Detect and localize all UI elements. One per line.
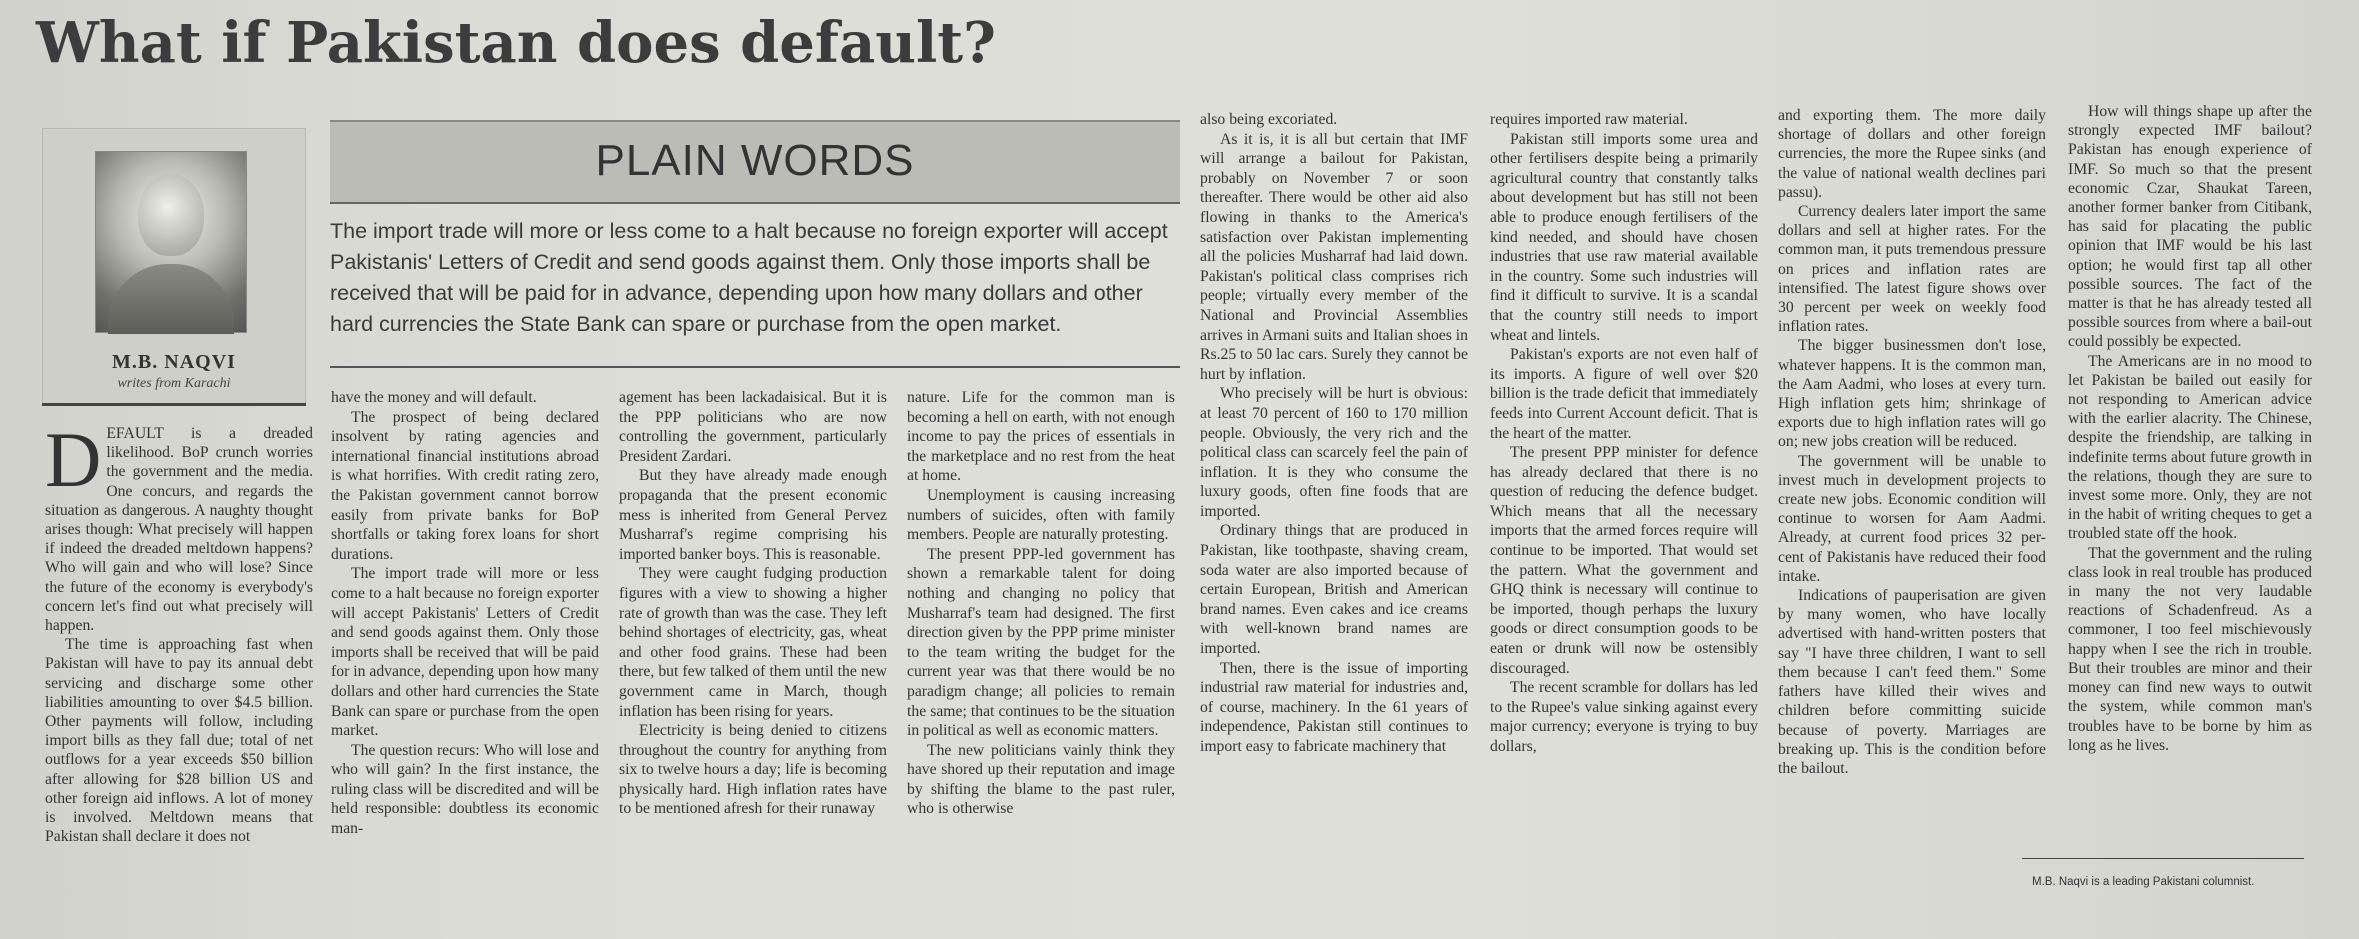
paragraph: That the government and the ruling class look in real trouble has produced in many the not very laudable reactions of Schadenfreud. As a commoner, I too feel mischievously happy when I see the rich in trouble. But their troubles are minor and their money can find new ways to outwit the system, while common man's troubles have to be borne by him as long as he lives. xyxy=(2068,544,2312,754)
author-subtitle: writes from Karachi xyxy=(117,376,231,391)
paragraph: Who precisely will be hurt is obvious: at least 70 percent of 160 to 170 million people. Obviously, the very rich and the political class can scarcely feel the pain of inflation. It is they who consume the luxury goods, often fine foods that are imported. xyxy=(1200,385,1468,520)
author-photo-head xyxy=(138,174,204,256)
paragraph: requires imported raw material. xyxy=(1490,111,1688,128)
article-column-4 xyxy=(907,388,1175,819)
paragraph: and exporting them. The more daily shortage of dollars and other foreign currencies, the more the Rupee sinks (and the value of national wealth declines pari passu). xyxy=(1778,107,2046,201)
paragraph xyxy=(45,416,313,635)
pull-quote: The import trade will more or less come to a halt because no foreign exporter will accept Pakistanis' Letters of Credit and send goods against them. Only those imports shall be received that will be paid for in advance, depending upon how many dollars and other hard currencies the State Bank can spare or purchase from the open market. xyxy=(330,219,1168,336)
drop-cap: D xyxy=(45,416,102,503)
paragraph: The new politicians vainly think they have shored up their reputation and image by shifting the blame to the past ruler, who is otherwise xyxy=(907,741,1175,818)
column-name: PLAIN WORDS xyxy=(595,136,915,185)
author-note: M.B. Naqvi is a leading Pakistani columnist. xyxy=(2032,876,2255,888)
byline-rule xyxy=(2022,858,2304,859)
article-column-2 xyxy=(331,388,599,839)
article-column-6 xyxy=(1490,110,1758,757)
paragraph: Pakistan's exports are not even half of its imports. A figure of well over $20 billion is the trade deficit that immediately feeds into Current Account deficit. That is the heart of the matter. xyxy=(1490,346,1758,442)
paragraph: The government will be unable to invest much in development projects to create new jobs. Economic condition will continue to worsen for Aam Aadmi. Already, at current food prices 32 per- cent of Pakistanis have reduced their food intake. xyxy=(1778,452,2046,585)
paragraph: The recent scramble for dollars has led to the Rupee's value sinking against every major currency; everyone is trying to buy dollars, xyxy=(1490,679,1758,755)
paragraph: The import trade will more or less come to a halt because no foreign exporter will accept Pakistanis' Letters of Credit and send goods against them. Only those imports shall be received that will be paid for in advance, depending upon how many dollars and other hard currencies the State Bank can spare or purchase from the open market. xyxy=(331,565,599,740)
author-box-rule xyxy=(42,403,306,406)
paragraph: The present PPP minister for defence has already declared that there is no question of reducing the defence budget. Which means that all the necessary imports that the armed forces require will continue to be imported. That would set the pattern. What the government and GHQ think is necessary will continue to be imported, though perhaps the luxury goods or direct consumption goods to be eaten or drunk will now be ostensibly discouraged. xyxy=(1490,444,1758,677)
paragraph: Then, there is the issue of importing industrial raw material for industries and, of course, machinery. In the 61 years of independence, Pakistan still continues to import easy to fabricate machinery that xyxy=(1200,659,1468,755)
paragraph: agement has been lackadaisical. But it is the PPP politicians who are now controlling the government, particularly President Zardari. xyxy=(619,389,887,465)
paragraph: They were caught fudging production figures with a view to showing a higher rate of growth than was the case. They left behind shortages of electricity, gas, wheat and other food grains. These had been there, but few talked of them until the new government came in March, though inflation has been rising for years. xyxy=(619,565,887,720)
paragraph: The time is approaching fast when Pakistan will have to pay its annual debt servicing and discharge some other liabilities amounting to over $4.5 billion. Other payments will follow, including import bills as they fall due; total of net outflows for a year exceeds $50 billion after allowing for $28 billion US and other foreign aid inflows. A lot of money is involved. Meltdown means that Pakistan shall declare it does not xyxy=(45,636,313,846)
paragraph-text: EFAULT is a dreaded likelihood. BoP crunch worries the government and the media. One concurs, and regards the situation as dangerous. A naughty thought arises though: What precisely will happen if indeed the dreaded meltdown happens? Who will gain and who will lose? Since the future of the economy is everybody's concern let's find out what precisely will happen. xyxy=(45,425,313,635)
paragraph: But they have already made enough propaganda that the present economic mess is inherited from General Pervez Musharraf's regime comprising his imported banker boys. This is reasonable. xyxy=(619,467,887,563)
article-column-8 xyxy=(2068,102,2312,755)
paragraph: Indications of pauperisation are given by many women, who have locally advertised with hand-written posters that say "I have three children, I want to sell them because I can't feed them." Some fathers have killed their wives and children before committing suicide because of poverty. Marriages are breaking up. This is the condition before the bailout. xyxy=(1778,587,2046,777)
paragraph: The prospect of being declared insolvent by rating agencies and international financial institutions abroad is what horrifies. With credit rating zero, the Pakistan government cannot borrow easily from private banks for BoP shortfalls or taking forex loans for short durations. xyxy=(331,408,599,563)
paragraph: How will things shape up after the strongly expected IMF bailout? Pakistan has enough experience of IMF. So much so that the present economic Czar, Shaukat Tareen, another former banker from Citibank, has said for placating the public opinion that IMF would be his last option; he would first tap all other possible sources. The fact of the matter is that he has already tested all possible sources from where a bail-out could possibly be expected. xyxy=(2068,103,2312,351)
paragraph: have the money and will default. xyxy=(331,389,537,406)
author-photo xyxy=(95,151,247,333)
article-column-3 xyxy=(619,388,887,819)
headline: What if Pakistan does default? xyxy=(36,10,996,76)
article-column-1 xyxy=(45,416,313,846)
column-banner xyxy=(330,120,1180,204)
paragraph: The Americans are in no mood to let Pakistan be bailed out easily for not responding to American advice with the earlier alacrity. The Chinese, despite the friendship, are talking in indefinite terms about future growth in the relations, though they are sure to invest some more. Only, they are not in the habit of writing cheques to get a troubled state off the hook. xyxy=(2068,352,2312,543)
paragraph: Pakistan still imports some urea and other fertilisers despite being a primarily agricultural country that constantly talks about development but has still not been able to produce enough fertilisers of the kind needed, and should have chosen industries that use raw material available in the country. Some such industries will find it difficult to survive. It is a scandal that the country still needs to import wheat and lintels. xyxy=(1490,130,1758,344)
paragraph: Electricity is being denied to citizens throughout the country for anything from six to twelve hours a day; life is becoming physically hard. High inflation rates have to be mentioned afresh for their runaway xyxy=(619,722,887,818)
paragraph: Currency dealers later import the same dollars and sell at higher rates. For the common man, it puts tremendous pressure on prices and inflation rates are intensified. The latest figure shows over 30 percent per week on weekly food inflation rates. xyxy=(1778,203,2046,336)
paragraph: Ordinary things that are produced in Pakistan, like toothpaste, shaving cream, soda water are also imported because of certain European, British and American brand names. Even cakes and ice creams with well-known brand names are imported. xyxy=(1200,522,1468,658)
paragraph: nature. Life for the common man is becoming a hell on earth, with not enough income to pay the prices of essentials in the marketplace and no rest from the heat at home. xyxy=(907,389,1175,485)
paragraph: The question recurs: Who will lose and who will gain? In the first instance, the ruling class will be discredited and will be held responsible: doubtless its economic man- xyxy=(331,741,599,838)
author-box xyxy=(42,128,306,405)
author-name: M.B. NAQVI xyxy=(112,351,236,373)
paragraph: As it is, it is all but certain that IMF will arrange a bailout for Pakistan, probably on November 7 or soon thereafter. There would be other aid also flowing in thanks to the America's satisfaction over Pakistan implementing all the policies Musharraf had laid down. Pakistan's political class comprises rich people; virtually every member of the National and Provincial Assemblies arrives in Armani suits and Italian shoes in Rs.25 to 50 lac cars. Surely they cannot be hurt by inflation. xyxy=(1200,130,1468,383)
paragraph: also being excoriated. xyxy=(1200,111,1338,128)
paragraph: The bigger businessmen don't lose, whatever happens. It is the common man, the Aam Aadmi, who loses at every turn. High inflation gets him; shrinkage of exports due to high inflation rates will go on; new jobs creation will be reduced. xyxy=(1778,337,2046,451)
pull-quote-rule xyxy=(330,366,1180,368)
paragraph: Unemployment is causing increasing numbers of suicides, often with family members. People are naturally protesting. xyxy=(907,486,1175,544)
author-photo-body xyxy=(108,264,234,334)
article-column-5 xyxy=(1200,110,1468,757)
article-column-7 xyxy=(1778,106,2046,778)
paragraph: The present PPP-led government has shown a remarkable talent for doing nothing and changing no policy that Musharraf's team had designed. The first direction given by the PPP prime minister to the team writing the budget for the current year was that there would be no paradigm change; all policies to remain the same; that continues to be the situation in political as well as economic matters. xyxy=(907,545,1175,740)
